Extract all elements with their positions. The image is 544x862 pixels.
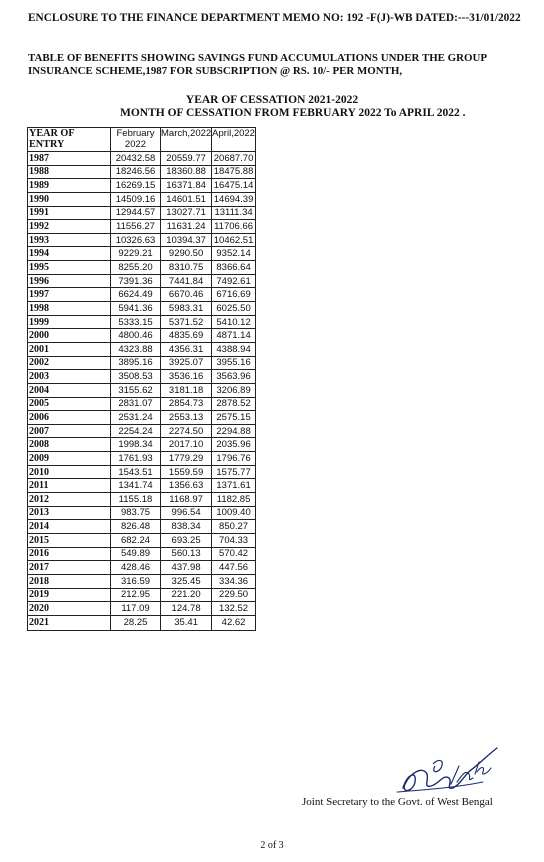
cell-march: 16371.84 [161,179,212,193]
cell-march: 3536.16 [161,370,212,384]
table-row [28,574,256,588]
cell-february: 428.46 [111,561,161,575]
table-row [28,165,256,179]
cell-april: 704.33 [212,533,256,547]
cell-march: 560.13 [161,547,212,561]
memo-heading: ENCLOSURE TO THE FINANCE DEPARTMENT MEMO NO: 192 -F(J)-WB DATED:---31/01/2022 [28,12,521,24]
cell-february: 1155.18 [111,493,161,507]
cell-year-of-entry: 1992 [28,220,111,234]
cell-april: 1009.40 [212,506,256,520]
table-row [28,206,256,220]
cell-april: 1575.77 [212,465,256,479]
cell-february: 5941.36 [111,302,161,316]
table-row [28,302,256,316]
cell-march: 2274.50 [161,424,212,438]
cell-april: 570.42 [212,547,256,561]
cell-year-of-entry: 2020 [28,602,111,616]
cell-april: 447.56 [212,561,256,575]
cell-year-of-entry: 1995 [28,261,111,275]
table-row [28,261,256,275]
cell-april: 8366.64 [212,261,256,275]
cell-april: 42.62 [212,615,256,630]
cell-february: 983.75 [111,506,161,520]
cell-year-of-entry: 2001 [28,342,111,356]
cell-april: 11706.66 [212,220,256,234]
table-row [28,329,256,343]
cell-march: 2854.73 [161,397,212,411]
signature-mark [393,744,503,800]
table-row [28,179,256,193]
cell-april: 334.36 [212,574,256,588]
table-header-row [28,128,256,152]
cell-april: 9352.14 [212,247,256,261]
cell-april: 16475.14 [212,179,256,193]
cell-april: 2575.15 [212,411,256,425]
cell-march: 996.54 [161,506,212,520]
cell-february: 7391.36 [111,274,161,288]
cell-march: 13027.71 [161,206,212,220]
cell-february: 3508.53 [111,370,161,384]
cell-february: 2254.24 [111,424,161,438]
column-header-february-2022: February 2022 [111,128,161,152]
table-row [28,533,256,547]
table-row [28,602,256,616]
cell-year-of-entry: 2018 [28,574,111,588]
cell-year-of-entry: 2021 [28,615,111,630]
cell-year-of-entry: 2009 [28,452,111,466]
cell-year-of-entry: 2006 [28,411,111,425]
cell-year-of-entry: 2016 [28,547,111,561]
cell-march: 693.25 [161,533,212,547]
cell-february: 2531.24 [111,411,161,425]
cell-year-of-entry: 2017 [28,561,111,575]
cell-february: 28.25 [111,615,161,630]
cell-april: 3563.96 [212,370,256,384]
table-row [28,288,256,302]
table-title-line-1: TABLE OF BENEFITS SHOWING SAVINGS FUND ACCUMULATIONS UNDER THE GROUP [28,52,487,64]
table-row [28,452,256,466]
table-row [28,342,256,356]
table-row [28,274,256,288]
month-of-cessation: MONTH OF CESSATION FROM FEBRUARY 2022 To APRIL 2022 . [120,107,466,119]
cell-february: 1998.34 [111,438,161,452]
cell-february: 4800.46 [111,329,161,343]
cell-april: 14694.39 [212,192,256,206]
cell-year-of-entry: 2014 [28,520,111,534]
cell-april: 229.50 [212,588,256,602]
cell-year-of-entry: 2019 [28,588,111,602]
cell-april: 1182.85 [212,493,256,507]
cell-february: 9229.21 [111,247,161,261]
cell-february: 5333.15 [111,315,161,329]
table-title-line-2: INSURANCE SCHEME,1987 FOR SUBSCRIPTION @ RS. 10/- PER MONTH, [28,65,403,77]
cell-year-of-entry: 2008 [28,438,111,452]
table-row [28,152,256,166]
table-row [28,588,256,602]
cell-february: 3895.16 [111,356,161,370]
cell-march: 325.45 [161,574,212,588]
cell-march: 5371.52 [161,315,212,329]
cell-year-of-entry: 2010 [28,465,111,479]
table-row [28,220,256,234]
table-row [28,370,256,384]
cell-april: 7492.61 [212,274,256,288]
cell-april: 2035.96 [212,438,256,452]
table-row [28,192,256,206]
cell-february: 10326.63 [111,233,161,247]
cell-february: 682.24 [111,533,161,547]
cell-april: 4388.94 [212,342,256,356]
cell-march: 4835.69 [161,329,212,343]
cell-february: 3155.62 [111,383,161,397]
cell-year-of-entry: 1993 [28,233,111,247]
cell-march: 7441.84 [161,274,212,288]
cell-february: 4323.88 [111,342,161,356]
cell-march: 10394.37 [161,233,212,247]
cell-february: 11556.27 [111,220,161,234]
cell-february: 826.48 [111,520,161,534]
cell-year-of-entry: 2004 [28,383,111,397]
table-row [28,397,256,411]
table-body [28,152,256,631]
cell-march: 18360.88 [161,165,212,179]
cell-year-of-entry: 1989 [28,179,111,193]
cell-year-of-entry: 2000 [28,329,111,343]
table-row [28,520,256,534]
cell-april: 3955.16 [212,356,256,370]
table-row [28,424,256,438]
table-row [28,411,256,425]
cell-february: 20432.58 [111,152,161,166]
table-row [28,383,256,397]
cell-march: 1559.59 [161,465,212,479]
cell-march: 4356.31 [161,342,212,356]
cell-february: 1761.93 [111,452,161,466]
table-row [28,233,256,247]
cell-year-of-entry: 2011 [28,479,111,493]
cell-april: 850.27 [212,520,256,534]
cell-year-of-entry: 1988 [28,165,111,179]
cell-year-of-entry: 2013 [28,506,111,520]
cell-march: 9290.50 [161,247,212,261]
cell-february: 8255.20 [111,261,161,275]
cell-february: 1543.51 [111,465,161,479]
cell-april: 20687.70 [212,152,256,166]
cell-year-of-entry: 1994 [28,247,111,261]
table-row [28,561,256,575]
cell-april: 5410.12 [212,315,256,329]
cell-april: 1796.76 [212,452,256,466]
cell-april: 6025.50 [212,302,256,316]
table-row [28,615,256,630]
cell-year-of-entry: 2003 [28,370,111,384]
cell-april: 2294.88 [212,424,256,438]
cell-february: 12944.57 [111,206,161,220]
page-number: 2 of 3 [260,840,284,851]
cell-year-of-entry: 1998 [28,302,111,316]
cell-february: 14509.16 [111,192,161,206]
cell-april: 4871.14 [212,329,256,343]
cell-february: 16269.15 [111,179,161,193]
table-row [28,465,256,479]
cell-february: 2831.07 [111,397,161,411]
cell-april: 10462.51 [212,233,256,247]
cell-march: 6670.46 [161,288,212,302]
cell-march: 437.98 [161,561,212,575]
table-row [28,438,256,452]
cell-april: 13111.34 [212,206,256,220]
cell-april: 3206.89 [212,383,256,397]
cell-year-of-entry: 1990 [28,192,111,206]
cell-march: 20559.77 [161,152,212,166]
cell-february: 549.89 [111,547,161,561]
cell-march: 3181.18 [161,383,212,397]
cell-february: 117.09 [111,602,161,616]
cell-february: 1341.74 [111,479,161,493]
cell-march: 2017.10 [161,438,212,452]
cell-year-of-entry: 2002 [28,356,111,370]
cell-year-of-entry: 1999 [28,315,111,329]
cell-march: 1779.29 [161,452,212,466]
column-header-year-of-entry: YEAR OF ENTRY [28,128,111,152]
cell-year-of-entry: 1997 [28,288,111,302]
cell-march: 5983.31 [161,302,212,316]
cell-february: 6624.49 [111,288,161,302]
cell-april: 1371.61 [212,479,256,493]
cell-february: 316.59 [111,574,161,588]
cell-march: 2553.13 [161,411,212,425]
table-row [28,356,256,370]
cell-year-of-entry: 2015 [28,533,111,547]
cell-march: 14601.51 [161,192,212,206]
cell-april: 132.52 [212,602,256,616]
cell-february: 18246.56 [111,165,161,179]
cell-year-of-entry: 1987 [28,152,111,166]
cell-march: 8310.75 [161,261,212,275]
cell-march: 3925.07 [161,356,212,370]
cell-april: 6716.69 [212,288,256,302]
cell-april: 18475.88 [212,165,256,179]
cell-year-of-entry: 2007 [28,424,111,438]
cell-year-of-entry: 1991 [28,206,111,220]
table-row [28,479,256,493]
cell-march: 838.34 [161,520,212,534]
column-header-march-2022: March,2022 [161,128,212,152]
cell-march: 1356.63 [161,479,212,493]
signature-label: Joint Secretary to the Govt. of West Bengal [302,796,493,808]
cell-year-of-entry: 2005 [28,397,111,411]
cell-year-of-entry: 1996 [28,274,111,288]
table-row [28,547,256,561]
cell-march: 35.41 [161,615,212,630]
cell-march: 221.20 [161,588,212,602]
cell-february: 212.95 [111,588,161,602]
cell-march: 11631.24 [161,220,212,234]
table-row [28,493,256,507]
column-header-april-2022: April,2022 [212,128,256,152]
table-row [28,247,256,261]
year-of-cessation: YEAR OF CESSATION 2021-2022 [185,94,359,106]
cell-year-of-entry: 2012 [28,493,111,507]
cell-march: 124.78 [161,602,212,616]
table-row [28,506,256,520]
cell-april: 2878.52 [212,397,256,411]
table-row [28,315,256,329]
benefits-table [27,127,256,631]
cell-march: 1168.97 [161,493,212,507]
